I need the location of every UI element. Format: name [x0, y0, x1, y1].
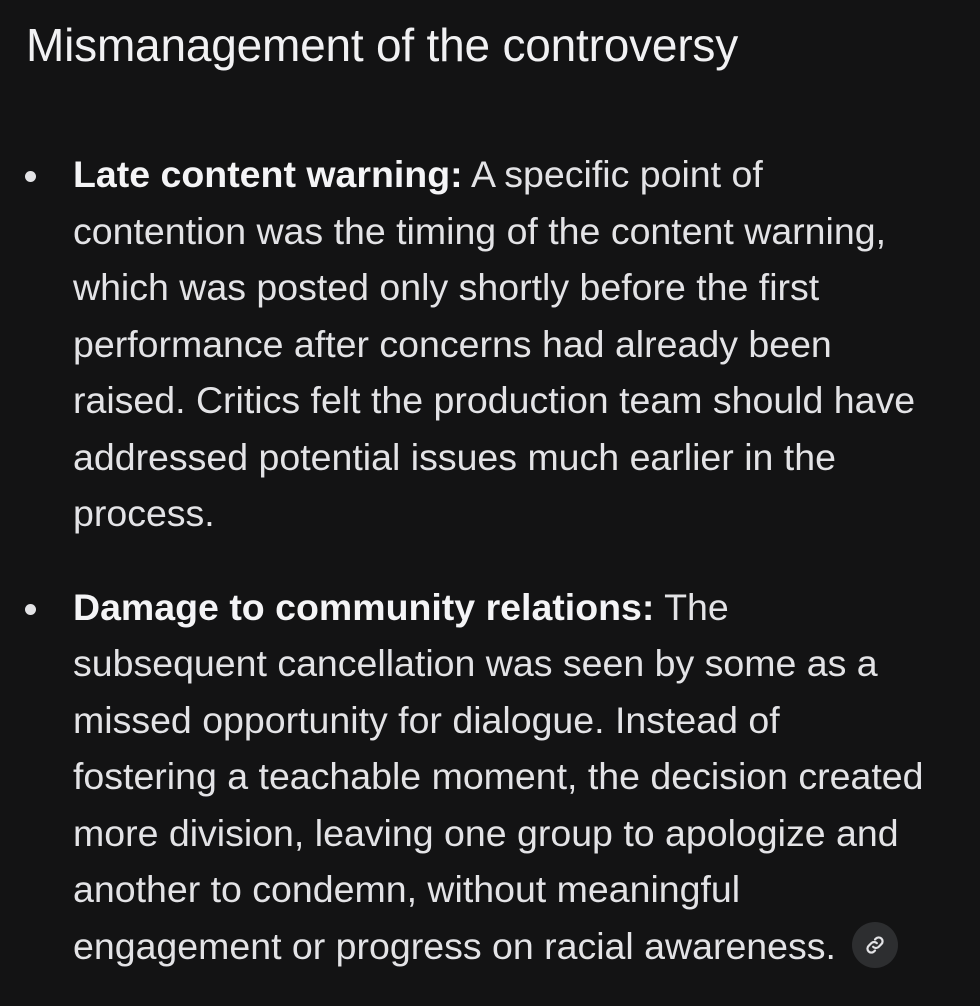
bullet-dot [25, 604, 36, 615]
link-icon [864, 934, 886, 956]
list-item-term: Late content warning: [73, 153, 463, 195]
source-link-button[interactable] [852, 922, 898, 968]
list-item-text: The subsequent cancellation was seen by some as a missed opportunity for dialogue. Instead of fostering a teachable moment, the decision created more division, leaving one group to apologize and another to condemn, without meaningful engagement or progress on racial awareness. [73, 585, 924, 967]
section-heading: Mismanagement of the controversy [26, 19, 739, 71]
list-item-text: A specific point of contention was the timing of the content warning, which was posted only shortly before the first performance after concerns had already been raised. Critics felt the production team should have addressed potential issues much earlier in the process. [73, 153, 916, 534]
list-item [0, 146, 960, 542]
bullet-list [0, 146, 960, 974]
list-item-term: Damage to community relations: [73, 585, 655, 628]
list-item [0, 579, 960, 975]
bullet-dot [25, 171, 36, 182]
